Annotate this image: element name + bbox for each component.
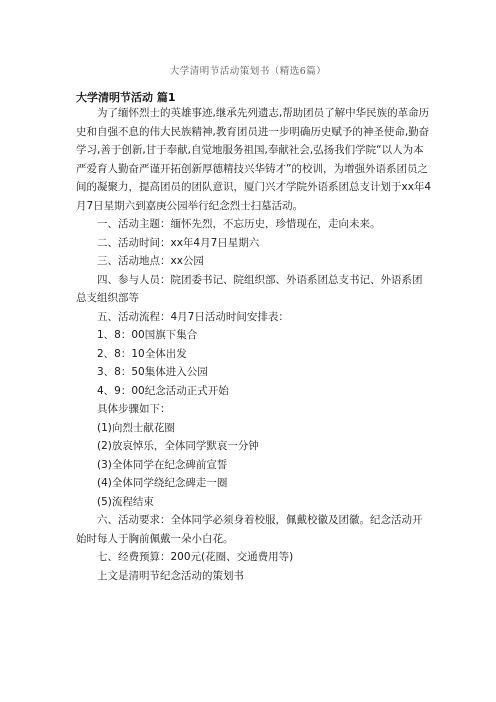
section-title: 大学清明节活动 篇1	[76, 91, 176, 104]
budget-line: 七、经费预算：200元(花圈、交通费用等)	[97, 551, 294, 563]
closing-line: 上文是清明节纪念活动的策划书	[97, 569, 244, 582]
step-item: (1)向烈士献花圈	[97, 421, 175, 434]
activity-location: 三、活动地点：xx公园	[97, 255, 204, 267]
intro-paragraph: 为了缅怀烈士的英雄事迹,继承先列遗志,帮助团员了解中华民族的革命历史和自强不息的伟大民族精神,教育团员进一步明确历史赋予的神圣使命,勤奋学习,善于创新,甘于奉献,自觉地服务祖国,奉献社会,弘扬我们学院“以人为本严爱育人勤奋严谨开拓创新厚德精技兴华铸才”的校训，为增强外语系团员之间的凝聚力，提高团员的团队意识，厦门兴才学院外语系团总支计划于xx年4月7日星期六到嘉庚公园举行纪念烈士扫墓活动。	[76, 107, 432, 212]
document-body	[76, 104, 432, 585]
schedule-item: 1、8：00国旗下集合	[97, 329, 198, 341]
step-item: (3)全体同学在纪念碑前宣誓	[97, 458, 228, 471]
step-item: (4)全体同学绕纪念碑走一圈	[97, 477, 228, 489]
requirements-paragraph: 六、活动要求：全体同学必须身着校服，佩戴校徽及团徽。纪念活动开始时每人于胸前佩戴一朵小白花。	[76, 514, 423, 545]
schedule-item: 4、9：00纪念活动正式开始	[97, 384, 229, 397]
schedule-item: 3、8：50集体进入公园	[97, 366, 208, 378]
step-item: (2)放哀悼乐，全体同学默哀一分钟	[97, 440, 259, 452]
document-header: 大学清明节活动策划书（精选6篇）	[169, 66, 327, 77]
steps-title: 具体步骤如下：	[97, 403, 171, 415]
process-title: 五、活动流程：4月7日活动时间安排表：	[97, 310, 289, 323]
activity-theme: 一、活动主题：缅怀先烈，不忘历史，珍惜现在，走向未来。	[97, 218, 381, 230]
step-item: (5)流程结束	[97, 495, 154, 508]
participants-paragraph: 四、参与人员：院团委书记、院组织部、外语系团总支书记、外语系团总支组织部等	[76, 273, 423, 304]
schedule-item: 2、8：10全体出发	[97, 347, 187, 360]
activity-time: 二、活动时间：xx年4月7日星期六	[97, 236, 260, 249]
